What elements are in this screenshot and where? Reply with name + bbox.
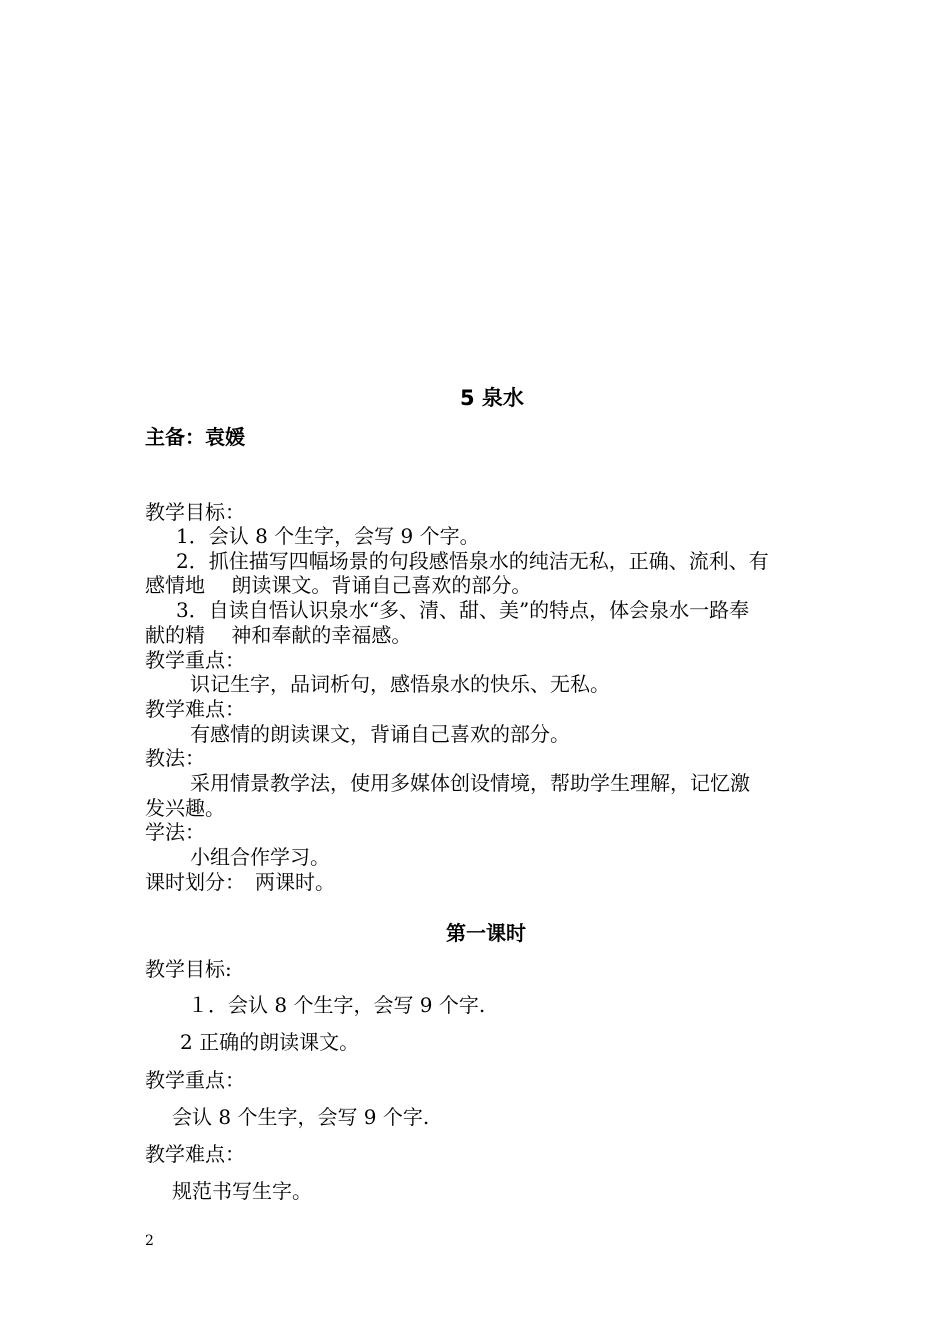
objective-1: 1．会认 8 个生字，会写 9 个字。 — [176, 524, 480, 548]
fp-objectives-heading: 教学目标: — [145, 957, 232, 981]
objective-2-line2: 感情地 朗读课文。背诵自己喜欢的部分。 — [145, 573, 532, 597]
study-heading: 学法： — [145, 820, 205, 844]
fp-difficulties-heading: 教学难点： — [145, 1142, 245, 1166]
periods: 课时划分： 两课时。 — [145, 870, 335, 894]
objective-3-line2: 献的精 神和奉献的幸福感。 — [145, 623, 412, 647]
fp-key-points: 会认 8 个生字，会写 9 个字. — [172, 1105, 430, 1129]
method-line2: 发兴趣。 — [145, 796, 225, 820]
fp-objective-1: １．会认 8 个生字，会写 9 个字. — [188, 993, 486, 1017]
objective-3-line1: 3．自读自悟认识泉水“多、清、甜、美”的特点，体会泉水一路奉 — [176, 598, 750, 622]
difficulties: 有感情的朗读课文，背诵自己喜欢的部分。 — [190, 722, 570, 746]
fp-difficulties: 规范书写生字。 — [172, 1179, 312, 1203]
fp-objective-2: 2 正确的朗读课文。 — [180, 1030, 360, 1054]
fp-key-points-heading: 教学重点： — [145, 1068, 245, 1092]
difficulties-heading: 教学难点： — [145, 697, 245, 721]
preparer: 主备：袁媛 — [145, 425, 245, 449]
lesson-title: 5 泉水 — [460, 386, 524, 410]
objectives-heading: 教学目标： — [145, 500, 245, 524]
key-points-heading: 教学重点： — [145, 648, 245, 672]
key-points: 识记生字，品词析句，感悟泉水的快乐、无私。 — [190, 672, 610, 696]
objective-2-line1: 2．抓住描写四幅场景的句段感悟泉水的纯洁无私，正确、流利、有 — [176, 549, 769, 573]
method-heading: 教法： — [145, 746, 205, 770]
first-period-heading: 第一课时 — [446, 921, 526, 945]
method-line1: 采用情景教学法，使用多媒体创设情境，帮助学生理解，记忆激 — [190, 771, 750, 795]
page-number: 2 — [145, 1233, 154, 1249]
study-method: 小组合作学习。 — [190, 845, 330, 869]
